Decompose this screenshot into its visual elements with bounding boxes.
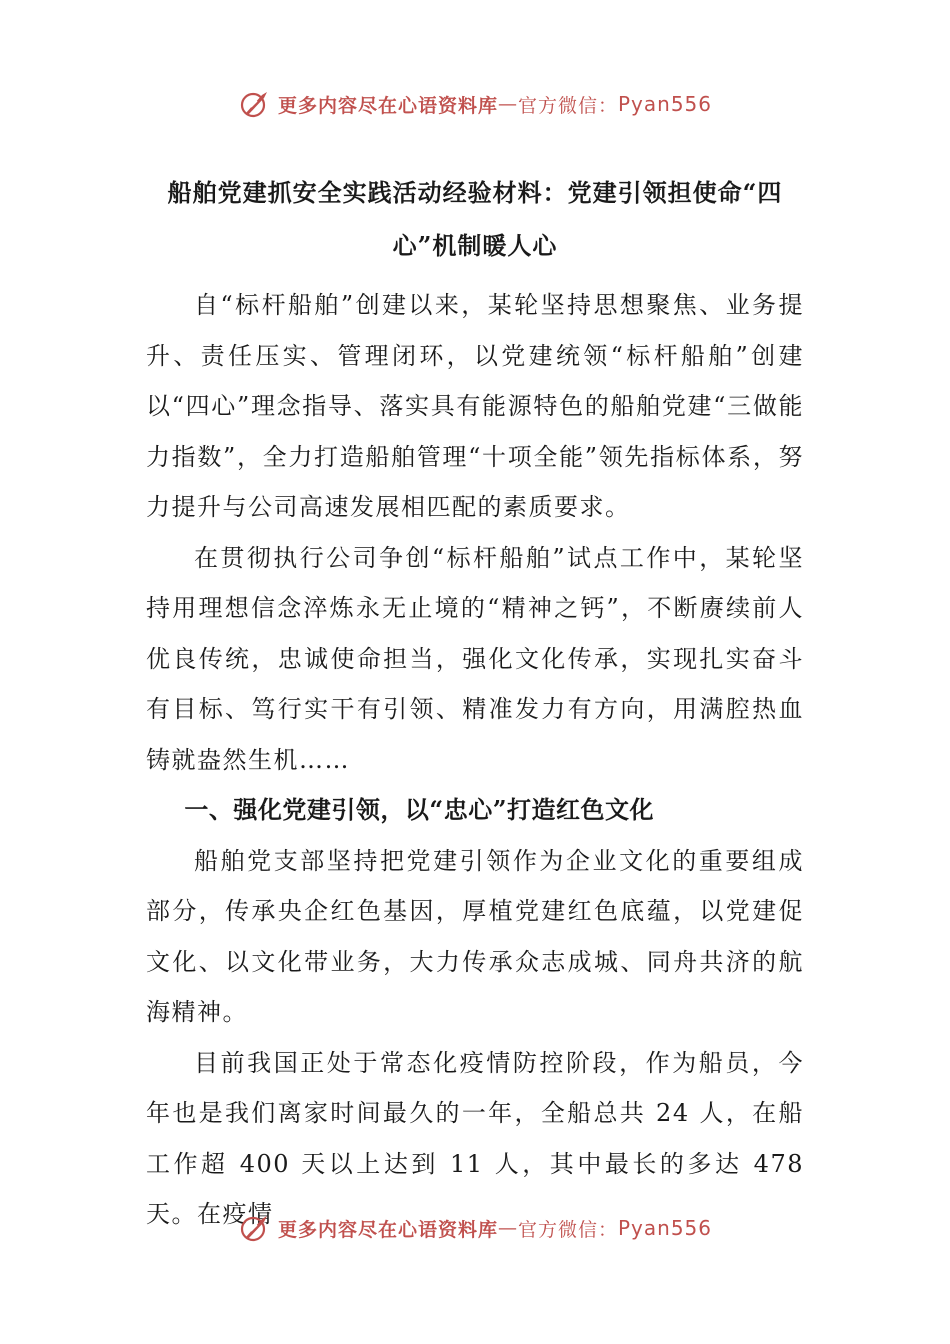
pen-nib-circle-icon xyxy=(238,87,272,121)
watermark-wechat-id: Pyan556 xyxy=(618,1216,713,1240)
document-title: 船舶党建抓安全实践活动经验材料：党建引领担使命“四心”机制暖人心 xyxy=(167,178,783,260)
watermark-banner-bottom xyxy=(0,1208,950,1248)
watermark-wechat-label: 官方微信： xyxy=(517,94,618,117)
watermark-dash: — xyxy=(497,93,518,115)
watermark-brand: 更多内容尽在心语资料库 xyxy=(277,94,498,117)
intro-paragraph-1: 自“标杆船舶”创建以来，某轮坚持思想聚焦、业务提升、责任压实、管理闭环，以党建统领“标杆船舶”创建以“四心”理念指导、落实具有能源特色的船舶党建“三做能力指数”，全力打造船舶管理“十项全能”领先指标体系，努力提升与公司高速发展相匹配的素质要求。 xyxy=(146,291,804,521)
intro-paragraph-2: 在贯彻执行公司争创“标杆船舶”试点工作中，某轮坚持用理想信念淬炼永无止境的“精神之钙”，不断赓续前人优良传统，忠诚使命担当，强化文化传承，实现扎实奋斗有目标、笃行实干有引领、精准发力有方向，用满腔热血铸就盎然生机…… xyxy=(146,543,804,774)
watermark-wechat-label: 官方微信： xyxy=(517,1218,618,1241)
watermark-wechat-id: Pyan556 xyxy=(618,92,713,116)
watermark-banner-top xyxy=(0,84,950,124)
document-body xyxy=(146,280,804,1240)
section-1-paragraph-2: 目前我国正处于常态化疫情防控阶段，作为船员，今年也是我们离家时间最久的一年，全船总共 24 人，在船工作超 400 天以上达到 11 人，其中最长的多达 478 天。在疫情 xyxy=(146,1048,804,1228)
section-heading-1: 一、强化党建引领，以“忠心”打造红色文化 xyxy=(184,795,654,824)
watermark-brand: 更多内容尽在心语资料库 xyxy=(277,1218,498,1241)
section-1-paragraph-1: 船舶党支部坚持把党建引领作为企业文化的重要组成部分，传承央企红色基因，厚植党建红色底蕴，以党建促文化、以文化带业务，大力传承众志成城、同舟共济的航海精神。 xyxy=(146,846,804,1026)
pen-nib-circle-icon xyxy=(238,1211,272,1245)
watermark-dash: — xyxy=(497,1217,518,1239)
